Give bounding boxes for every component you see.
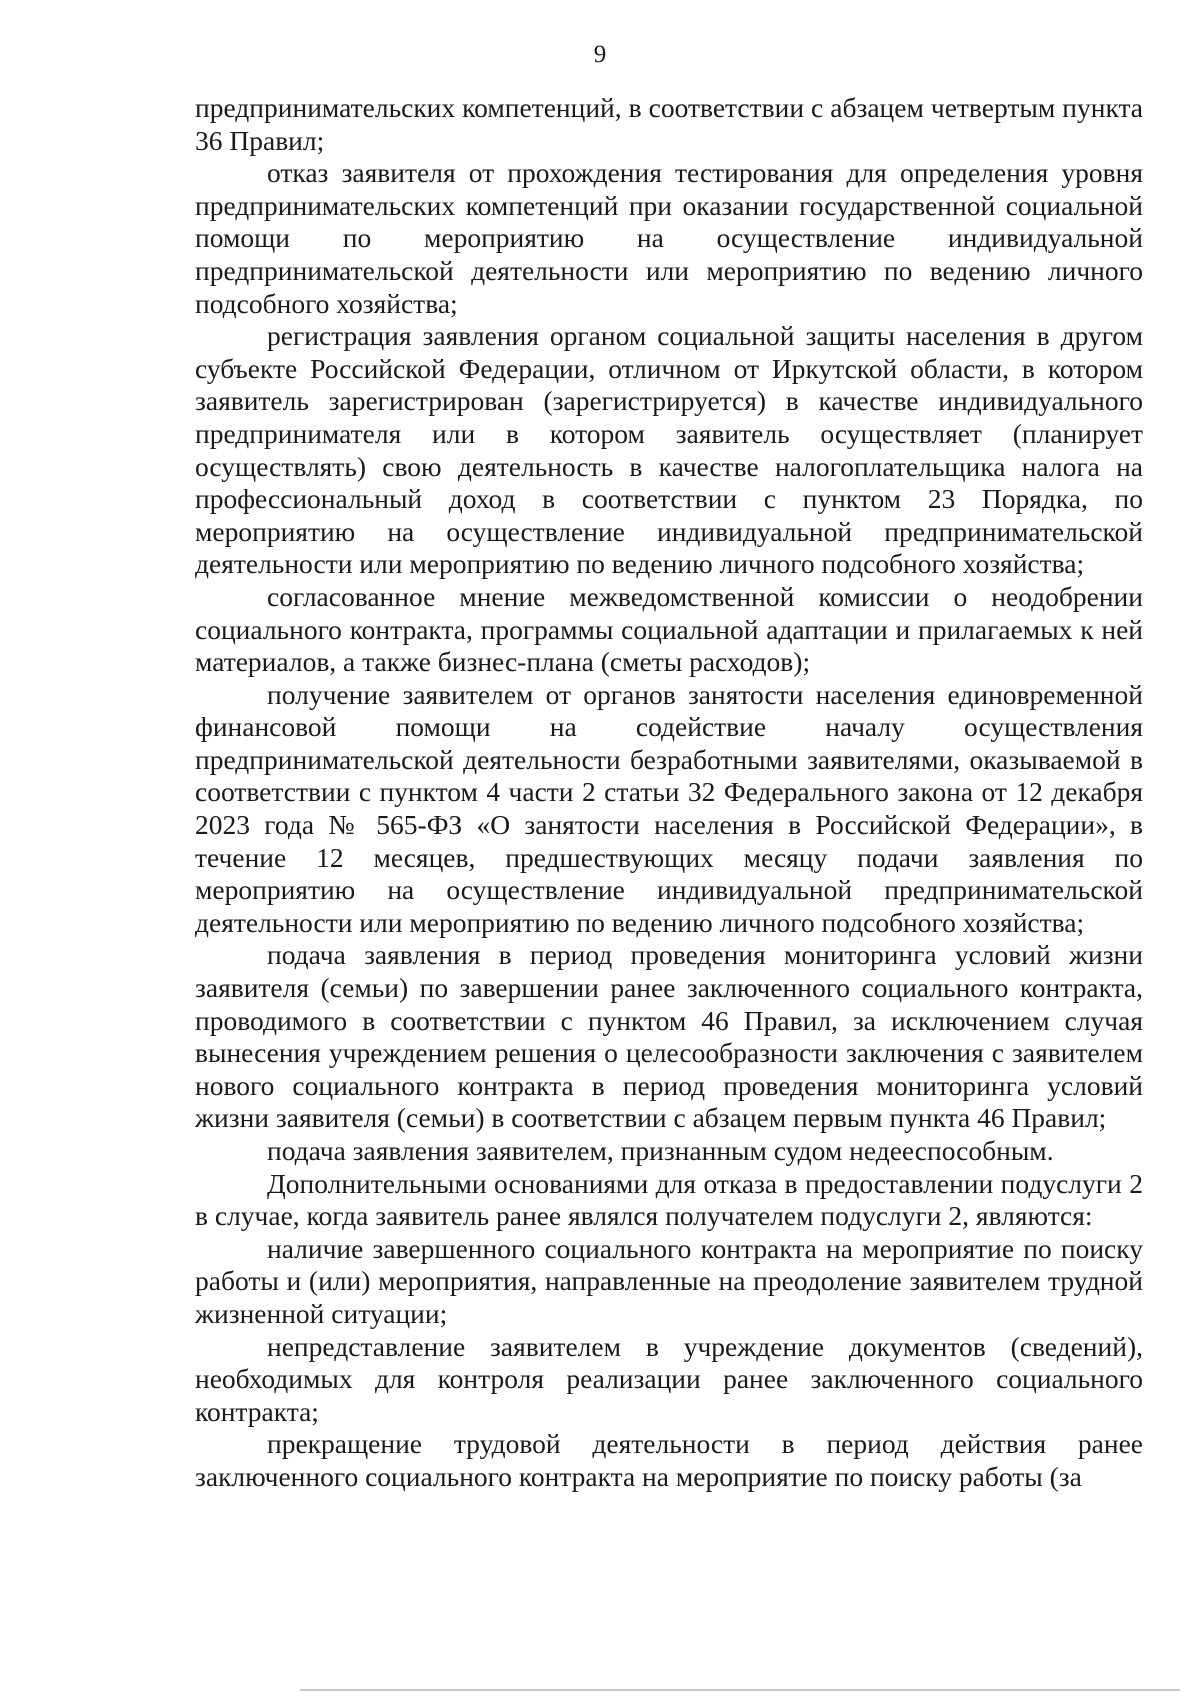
paragraph: согласованное мнение межведомственной комиссии о неодобрении социального контракта, программы социальной адаптации и прилагаемых к ней материалов, а также бизнес-плана (сметы расходов); <box>195 580 1143 678</box>
paragraph: подача заявления заявителем, признанным судом недееспособным. <box>267 1135 1054 1166</box>
page-number: 9 <box>593 41 607 68</box>
paragraph: наличие завершенного социального контракта на мероприятие по поиску работы и (или) мероприятия, направленные на преодоление заявителем трудной жизненной ситуации; <box>195 1232 1143 1329</box>
paragraph: получение заявителем от органов занятости населения единовременной финансовой помощи на содействие началу осуществления предпринимательской деятельности безработными заявителями, оказываемой в соответствии с пунктом 4 части 2 статьи 32 Федерального закона от 12 декабря 2023 года № 565-ФЗ «О занятости населения в Российской Федерации», в течение 12 месяцев, предшествующих месяцу подачи заявления по мероприятию на осуществление индивидуальной предпринимательской деятельности или мероприятию по ведению личного подсобного хозяйства; <box>195 678 1143 938</box>
scan-edge-line <box>300 1689 1180 1691</box>
paragraph: прекращение трудовой деятельности в период действия ранее заключенного социального контракта на мероприятие по поиску работы (за <box>195 1428 1143 1492</box>
paragraph: регистрация заявления органом социальной защиты населения в другом субъекте Российской Федерации, отличном от Иркутской области, в котором заявитель зарегистрирован (зарегистрируется) в качестве индивидуального предпринимателя или в котором заявитель осуществляет (планирует осуществлять) свою деятельность в качестве налогоплательщика налога на профессиональный доход в соответствии с пунктом 23 Порядка, по мероприятию на осуществление индивидуальной предпринимательской деятельности или мероприятию по ведению личного подсобного хозяйства; <box>195 320 1143 580</box>
document-body <box>195 92 1143 1494</box>
paragraph: непредставление заявителем в учреждение документов (сведений), необходимых для контроля реализации ранее заключенного социального контракта; <box>195 1330 1143 1427</box>
paragraph: отказ заявителя от прохождения тестирования для определения уровня предпринимательских компетенций при оказании государственной социальной помощи по мероприятию на осуществление индивидуальной предпринимательской деятельности или мероприятию по ведению личного подсобного хозяйства; <box>195 157 1143 319</box>
paragraph: Дополнительными основаниями для отказа в предоставлении подуслуги 2 в случае, когда заявитель ранее являлся получателем подуслуги 2, являются: <box>195 1167 1143 1232</box>
paragraph: подача заявления в период проведения мониторинга условий жизни заявителя (семьи) по завершении ранее заключенного социального контракта, проводимого в соответствии с пунктом 46 Правил, за исключением случая вынесения учреждением решения о целесообразности заключения с заявителем нового социального контракта в период проведения мониторинга условий жизни заявителя (семьи) в соответствии с абзацем первым пункта 46 Правил; <box>195 939 1143 1134</box>
paragraph: предпринимательских компетенций, в соответствии с абзацем четвертым пункта 36 Правил; <box>195 92 1143 156</box>
